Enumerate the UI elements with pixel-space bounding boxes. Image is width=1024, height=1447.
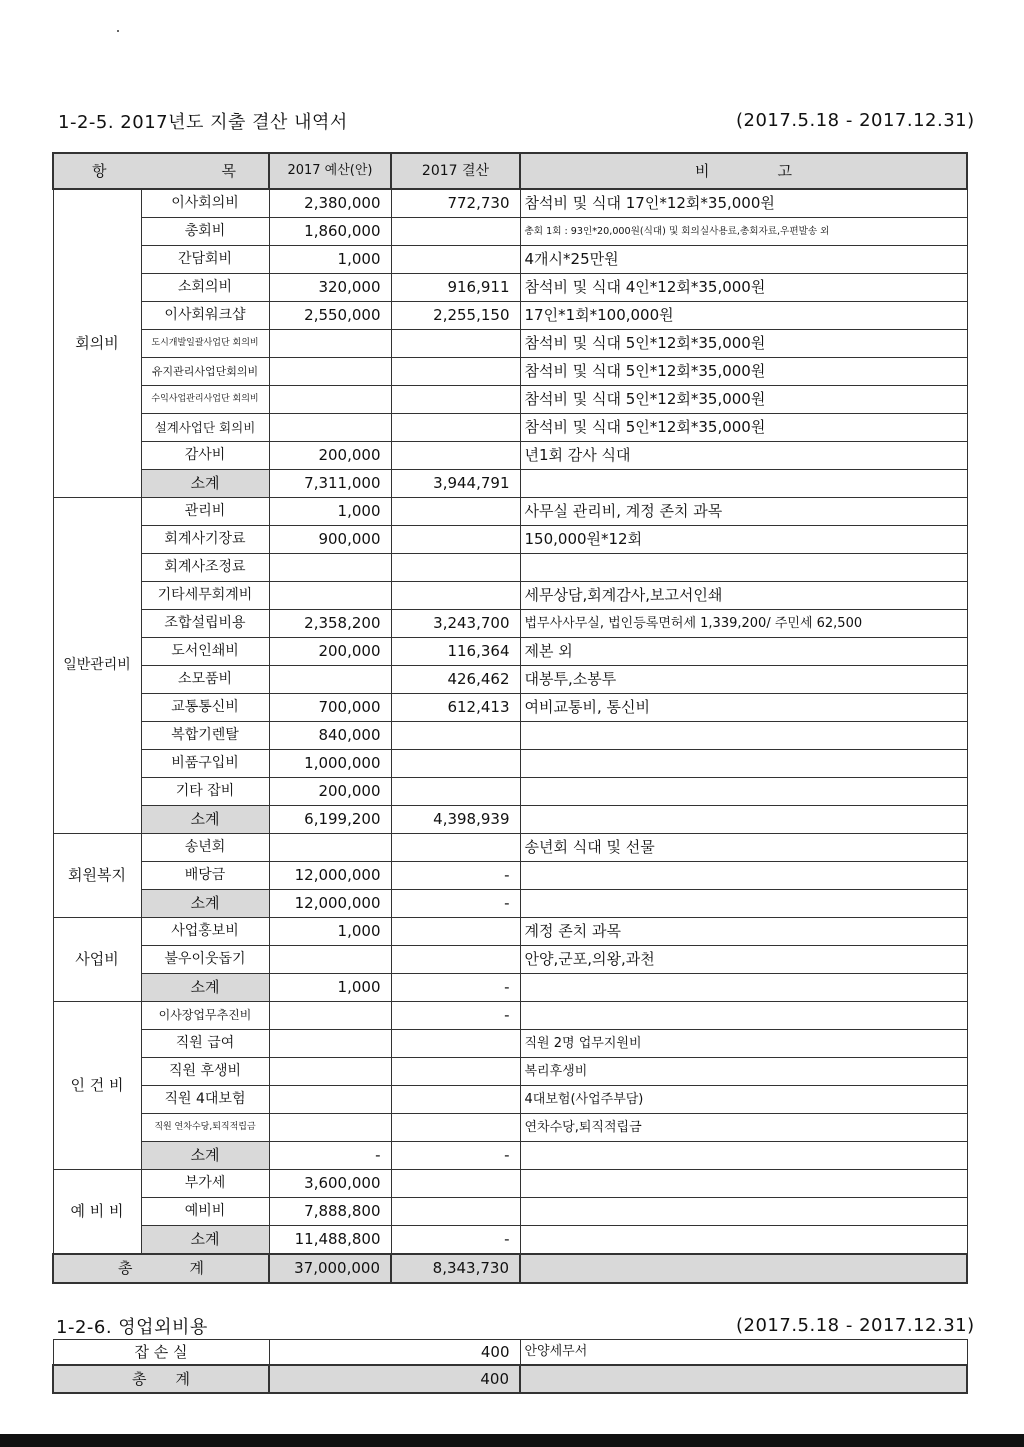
actual-cell	[391, 330, 520, 358]
actual-cell	[391, 358, 520, 386]
item-cell: 배당금	[141, 862, 269, 890]
subtotal-budget: 7,311,000	[269, 470, 391, 498]
item-cell: 예비비	[141, 1198, 269, 1226]
subtotal-label: 소계	[141, 974, 269, 1002]
table-row	[53, 414, 967, 442]
subtotal-actual: -	[391, 890, 520, 918]
actual-cell	[391, 1086, 520, 1114]
note-cell: 연차수당,퇴직적립금	[520, 1114, 967, 1142]
note-cell: 안양,군포,의왕,과천	[520, 946, 967, 974]
note-cell: 4대보험(사업주부담)	[520, 1086, 967, 1114]
actual-cell: -	[391, 1002, 520, 1030]
budget-cell	[269, 582, 391, 610]
note-cell	[520, 778, 967, 806]
actual-cell	[391, 946, 520, 974]
table-row	[53, 750, 967, 778]
table-row	[53, 302, 967, 330]
note-cell: 4개시*25만원	[520, 246, 967, 274]
grand-total-row	[53, 1254, 967, 1283]
section1-period: (2017.5.18 - 2017.12.31)	[736, 110, 975, 131]
actual-cell	[391, 1114, 520, 1142]
header-item-right: 목	[221, 162, 236, 180]
note-cell: 여비교통비, 통신비	[520, 694, 967, 722]
subtotal-note	[520, 890, 967, 918]
subtotal-note	[520, 974, 967, 1002]
actual-cell	[391, 442, 520, 470]
subtotal-actual: -	[391, 1226, 520, 1255]
item-cell: 복합기렌탈	[141, 722, 269, 750]
note-cell: 대봉투,소봉투	[520, 666, 967, 694]
item-cell: 비품구입비	[141, 750, 269, 778]
budget-cell: 2,380,000	[269, 189, 391, 218]
budget-cell: 320,000	[269, 274, 391, 302]
actual-cell	[391, 526, 520, 554]
table-row	[53, 946, 967, 974]
grand-total-label-right: 계	[189, 1259, 204, 1277]
grand-total-note	[520, 1365, 967, 1393]
subtotal-row	[53, 806, 967, 834]
note-cell: 참석비 및 식대 5인*12회*35,000원	[520, 414, 967, 442]
item-cell: 교통통신비	[141, 694, 269, 722]
actual-cell	[391, 414, 520, 442]
budget-cell	[269, 358, 391, 386]
actual-cell	[391, 246, 520, 274]
item-cell: 기타 잡비	[141, 778, 269, 806]
subtotal-label: 소계	[141, 1226, 269, 1255]
table-row	[53, 666, 967, 694]
grand-total-budget: 37,000,000	[269, 1254, 391, 1283]
note-cell: 총회 1회 : 93인*20,000원(식대) 및 회의실사용료,총회자료,우편발송 외	[520, 218, 967, 246]
note-cell	[520, 1198, 967, 1226]
note-cell	[520, 750, 967, 778]
budget-cell	[269, 414, 391, 442]
budget-cell	[269, 1058, 391, 1086]
item-cell: 도서인쇄비	[141, 638, 269, 666]
subtotal-row	[53, 890, 967, 918]
note-cell: 17인*1회*100,000원	[520, 302, 967, 330]
header-note-right: 고	[777, 162, 792, 180]
header-budget: 2017 예산(안)	[269, 153, 391, 189]
note-cell: 참석비 및 식대 5인*12회*35,000원	[520, 330, 967, 358]
actual-cell	[391, 778, 520, 806]
budget-cell: 840,000	[269, 722, 391, 750]
actual-cell	[391, 834, 520, 862]
subtotal-row	[53, 1226, 967, 1255]
table-row	[53, 582, 967, 610]
subtotal-note	[520, 806, 967, 834]
grand-total-label	[53, 1365, 269, 1393]
note-cell: 안양세무서	[520, 1340, 967, 1366]
table-row	[53, 358, 967, 386]
actual-cell: 3,243,700	[391, 610, 520, 638]
subtotal-row	[53, 974, 967, 1002]
header-note-left: 비	[695, 162, 710, 180]
item-cell: 이사회워크샵	[141, 302, 269, 330]
budget-cell	[269, 386, 391, 414]
section2-period: (2017.5.18 - 2017.12.31)	[736, 1315, 975, 1336]
budget-cell	[269, 1002, 391, 1030]
item-cell: 사업홍보비	[141, 918, 269, 946]
item-cell: 기타세무회계비	[141, 582, 269, 610]
table-row	[53, 1114, 967, 1142]
subtotal-actual: 4,398,939	[391, 806, 520, 834]
budget-cell: 1,000,000	[269, 750, 391, 778]
budget-cell: 900,000	[269, 526, 391, 554]
actual-cell	[391, 498, 520, 526]
actual-cell: -	[391, 862, 520, 890]
table-row	[53, 246, 967, 274]
subtotal-note	[520, 1142, 967, 1170]
item-cell: 부가세	[141, 1170, 269, 1198]
note-cell: 복리후생비	[520, 1058, 967, 1086]
item-cell: 소회의비	[141, 274, 269, 302]
scan-edge-bar	[0, 1434, 1024, 1447]
grand-total-label	[53, 1254, 269, 1283]
grand-total-actual: 8,343,730	[391, 1254, 520, 1283]
subtotal-note	[520, 470, 967, 498]
actual-cell	[391, 1058, 520, 1086]
item-cell: 유지관리사업단회의비	[141, 358, 269, 386]
table-row	[53, 1170, 967, 1198]
note-cell: 참석비 및 식대 5인*12회*35,000원	[520, 358, 967, 386]
note-cell: 제본 외	[520, 638, 967, 666]
note-cell: 계정 존치 과목	[520, 918, 967, 946]
budget-cell	[269, 666, 391, 694]
budget-cell	[269, 946, 391, 974]
actual-cell: 772,730	[391, 189, 520, 218]
item-cell: 도시개발일괄사업단 회의비	[141, 330, 269, 358]
table-row	[53, 918, 967, 946]
table-row	[53, 862, 967, 890]
budget-cell: 1,860,000	[269, 218, 391, 246]
actual-cell: 612,413	[391, 694, 520, 722]
subtotal-note	[520, 1226, 967, 1255]
item-cell: 이사장업무추진비	[141, 1002, 269, 1030]
actual-cell	[391, 1170, 520, 1198]
actual-cell: 2,255,150	[391, 302, 520, 330]
table-row	[53, 386, 967, 414]
header-item	[53, 153, 269, 189]
budget-cell	[269, 1086, 391, 1114]
budget-cell: 7,888,800	[269, 1198, 391, 1226]
budget-cell: 2,358,200	[269, 610, 391, 638]
scan-speck	[117, 30, 119, 32]
item-cell: 직원 급여	[141, 1030, 269, 1058]
grand-total-note	[520, 1254, 967, 1283]
item-cell: 회계사기장료	[141, 526, 269, 554]
header-item-left: 항	[92, 162, 107, 180]
budget-cell: 1,000	[269, 246, 391, 274]
actual-cell	[391, 582, 520, 610]
note-cell	[520, 1170, 967, 1198]
subtotal-label: 소계	[141, 470, 269, 498]
item-cell: 직원 4대보험	[141, 1086, 269, 1114]
item-cell: 감사비	[141, 442, 269, 470]
subtotal-actual: 3,944,791	[391, 470, 520, 498]
table-row	[53, 442, 967, 470]
budget-cell: 1,000	[269, 498, 391, 526]
non-operating-expense-table	[52, 1339, 968, 1394]
category-member-welfare: 회원복지	[53, 834, 141, 918]
header-actual: 2017 결산	[391, 153, 520, 189]
note-cell	[520, 722, 967, 750]
budget-cell	[269, 554, 391, 582]
category-meeting: 회의비	[53, 189, 141, 498]
category-reserve: 예 비 비	[53, 1170, 141, 1255]
actual-cell	[391, 1030, 520, 1058]
item-cell: 직원 후생비	[141, 1058, 269, 1086]
budget-cell	[269, 834, 391, 862]
table-row	[53, 834, 967, 862]
budget-cell	[269, 330, 391, 358]
table-row	[53, 526, 967, 554]
budget-cell: 200,000	[269, 442, 391, 470]
note-cell: 송년회 식대 및 선물	[520, 834, 967, 862]
subtotal-actual: -	[391, 974, 520, 1002]
actual-cell	[391, 218, 520, 246]
note-cell: 직원 2명 업무지원비	[520, 1030, 967, 1058]
note-cell: 참석비 및 식대 17인*12회*35,000원	[520, 189, 967, 218]
budget-cell: 12,000,000	[269, 862, 391, 890]
item-cell: 소모품비	[141, 666, 269, 694]
actual-cell	[391, 918, 520, 946]
note-cell	[520, 1002, 967, 1030]
item-cell: 수익사업관리사업단 회의비	[141, 386, 269, 414]
budget-cell: 200,000	[269, 778, 391, 806]
table-row	[53, 1340, 967, 1366]
grand-total-label-left: 총	[118, 1259, 133, 1277]
subtotal-budget: 12,000,000	[269, 890, 391, 918]
subtotal-budget: -	[269, 1142, 391, 1170]
item-cell: 직원 연차수당,퇴직적립금	[141, 1114, 269, 1142]
section1-title: 1-2-5. 2017년도 지출 결산 내역서	[58, 112, 348, 133]
item-cell: 이사회의비	[141, 189, 269, 218]
table-row	[53, 610, 967, 638]
budget-cell: 200,000	[269, 638, 391, 666]
grand-total-amount: 400	[269, 1365, 520, 1393]
category-business: 사업비	[53, 918, 141, 1002]
subtotal-budget: 1,000	[269, 974, 391, 1002]
budget-cell: 700,000	[269, 694, 391, 722]
subtotal-label: 소계	[141, 1142, 269, 1170]
budget-cell: 2,550,000	[269, 302, 391, 330]
table-row	[53, 330, 967, 358]
subtotal-row	[53, 1142, 967, 1170]
table-row	[53, 638, 967, 666]
subtotal-budget: 11,488,800	[269, 1226, 391, 1255]
note-cell: 세무상담,회계감사,보고서인쇄	[520, 582, 967, 610]
table-row	[53, 189, 967, 218]
table-row	[53, 498, 967, 526]
item-cell: 설계사업단 회의비	[141, 414, 269, 442]
item-cell: 불우이웃돕기	[141, 946, 269, 974]
actual-cell	[391, 554, 520, 582]
note-cell: 년1회 감사 식대	[520, 442, 967, 470]
header-note	[520, 153, 967, 189]
table-row	[53, 722, 967, 750]
item-cell: 조합설립비용	[141, 610, 269, 638]
note-cell	[520, 862, 967, 890]
table-row	[53, 218, 967, 246]
table-row	[53, 1030, 967, 1058]
table-row	[53, 694, 967, 722]
note-cell: 법무사사무실, 법인등록면허세 1,339,200/ 주민세 62,500	[520, 610, 967, 638]
item-cell: 송년회	[141, 834, 269, 862]
header-row	[53, 153, 967, 189]
note-cell: 사무실 관리비, 계정 존치 과목	[520, 498, 967, 526]
item-cell: 잡 손 실	[53, 1340, 269, 1366]
item-cell: 관리비	[141, 498, 269, 526]
note-cell: 150,000원*12회	[520, 526, 967, 554]
note-cell: 참석비 및 식대 5인*12회*35,000원	[520, 386, 967, 414]
category-general-admin: 일반관리비	[53, 498, 141, 834]
budget-cell	[269, 1114, 391, 1142]
grand-total-row	[53, 1365, 967, 1393]
table-row	[53, 778, 967, 806]
grand-total-label-right: 계	[175, 1370, 190, 1388]
actual-cell	[391, 1198, 520, 1226]
subtotal-budget: 6,199,200	[269, 806, 391, 834]
item-cell: 회계사조정료	[141, 554, 269, 582]
actual-cell	[391, 722, 520, 750]
subtotal-row	[53, 470, 967, 498]
budget-cell: 1,000	[269, 918, 391, 946]
table-row	[53, 554, 967, 582]
subtotal-label: 소계	[141, 806, 269, 834]
table-row	[53, 1198, 967, 1226]
budget-cell: 3,600,000	[269, 1170, 391, 1198]
subtotal-label: 소계	[141, 890, 269, 918]
actual-cell	[391, 386, 520, 414]
section2-title: 1-2-6. 영업외비용	[56, 1317, 208, 1338]
item-cell: 총회비	[141, 218, 269, 246]
note-cell: 참석비 및 식대 4인*12회*35,000원	[520, 274, 967, 302]
table-row	[53, 1002, 967, 1030]
table-row	[53, 274, 967, 302]
actual-cell: 426,462	[391, 666, 520, 694]
expense-settlement-table	[52, 152, 968, 1284]
category-personnel: 인 건 비	[53, 1002, 141, 1170]
actual-cell	[391, 750, 520, 778]
amount-cell: 400	[269, 1340, 520, 1366]
budget-cell	[269, 1030, 391, 1058]
note-cell	[520, 554, 967, 582]
table-row	[53, 1086, 967, 1114]
grand-total-label-left: 총	[132, 1370, 147, 1388]
actual-cell: 916,911	[391, 274, 520, 302]
subtotal-actual: -	[391, 1142, 520, 1170]
actual-cell: 116,364	[391, 638, 520, 666]
item-cell: 간담회비	[141, 246, 269, 274]
table-row	[53, 1058, 967, 1086]
